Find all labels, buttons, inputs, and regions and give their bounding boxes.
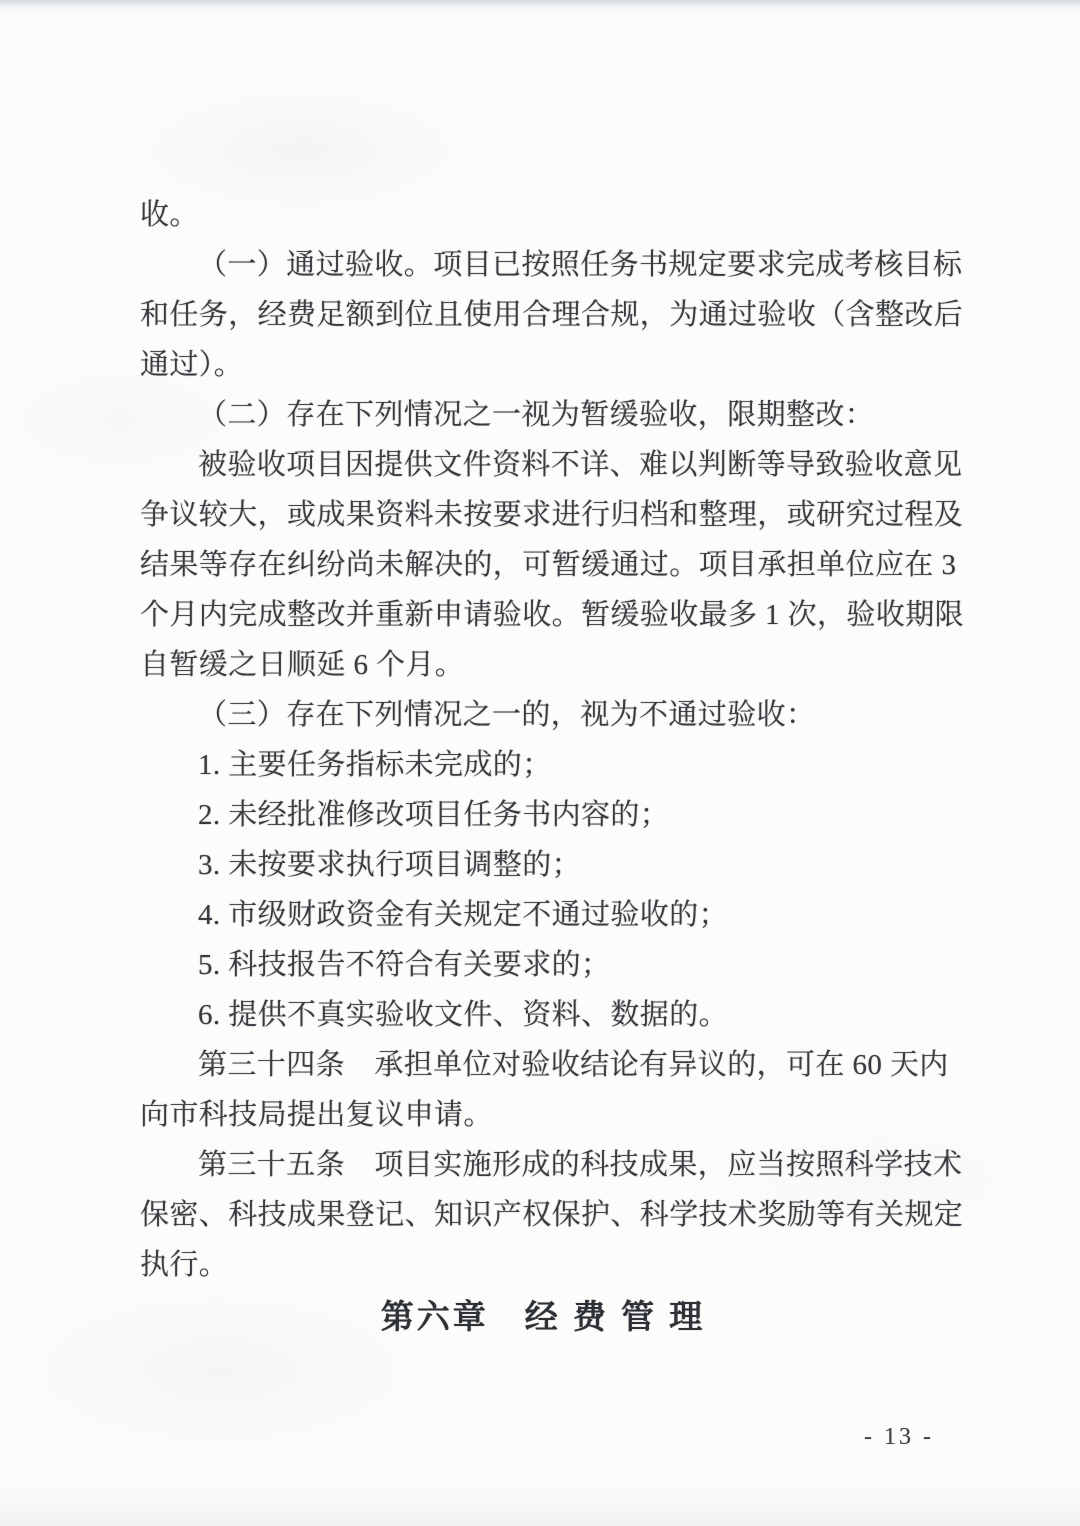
body-text — [140, 190, 965, 1290]
text-line: 自暂缓之日顺延 6 个月。 — [140, 649, 465, 681]
text-line: 1. 主要任务指标未完成的； — [198, 749, 552, 781]
text-line: 第三十四条 承担单位对验收结论有异议的，可在 60 天内 — [198, 1049, 949, 1081]
scan-edge-artifact-top — [0, 0, 1080, 14]
text-line: 6. 提供不真实验收文件、资料、数据的。 — [198, 999, 729, 1031]
text-line: 2. 未经批准修改项目任务书内容的； — [198, 799, 670, 831]
text-line: 结果等存在纠纷尚未解决的，可暂缓通过。项目承担单位应在 3 — [140, 549, 957, 581]
scan-edge-artifact-bottom — [0, 1484, 1080, 1526]
text-line: （二）存在下列情况之一视为暂缓验收，限期整改： — [198, 399, 875, 431]
text-line: 争议较大，或成果资料未按要求进行归档和整理，或研究过程及 — [140, 499, 964, 531]
text-line: 被验收项目因提供文件资料不详、难以判断等导致验收意见 — [198, 449, 963, 481]
text-line: （三）存在下列情况之一的，视为不通过验收： — [198, 699, 816, 731]
text-line: 向市科技局提出复议申请。 — [140, 1099, 493, 1131]
text-line: 保密、科技成果登记、知识产权保护、科学技术奖励等有关规定 — [140, 1199, 964, 1231]
text-line: 3. 未按要求执行项目调整的； — [198, 849, 582, 881]
text-line: 4. 市级财政资金有关规定不通过验收的； — [198, 899, 729, 931]
document-body — [140, 190, 965, 1344]
text-line: 通过）。 — [140, 349, 244, 381]
text-line: 收。 — [140, 199, 199, 231]
chapter-heading: 第六章 经 费 管 理 — [380, 1298, 706, 1335]
text-line: 执行。 — [140, 1249, 229, 1281]
page-number: - 13 - — [864, 1424, 934, 1450]
text-line: 第三十五条 项目实施形成的科技成果，应当按照科学技术 — [198, 1149, 963, 1181]
text-line: （一）通过验收。项目已按照任务书规定要求完成考核目标 — [198, 249, 963, 281]
text-line: 5. 科技报告不符合有关要求的； — [198, 949, 611, 981]
text-line: 和任务，经费足额到位且使用合理合规，为通过验收（含整改后 — [140, 299, 964, 331]
text-line: 个月内完成整改并重新申请验收。暂缓验收最多 1 次，验收期限 — [140, 599, 965, 631]
